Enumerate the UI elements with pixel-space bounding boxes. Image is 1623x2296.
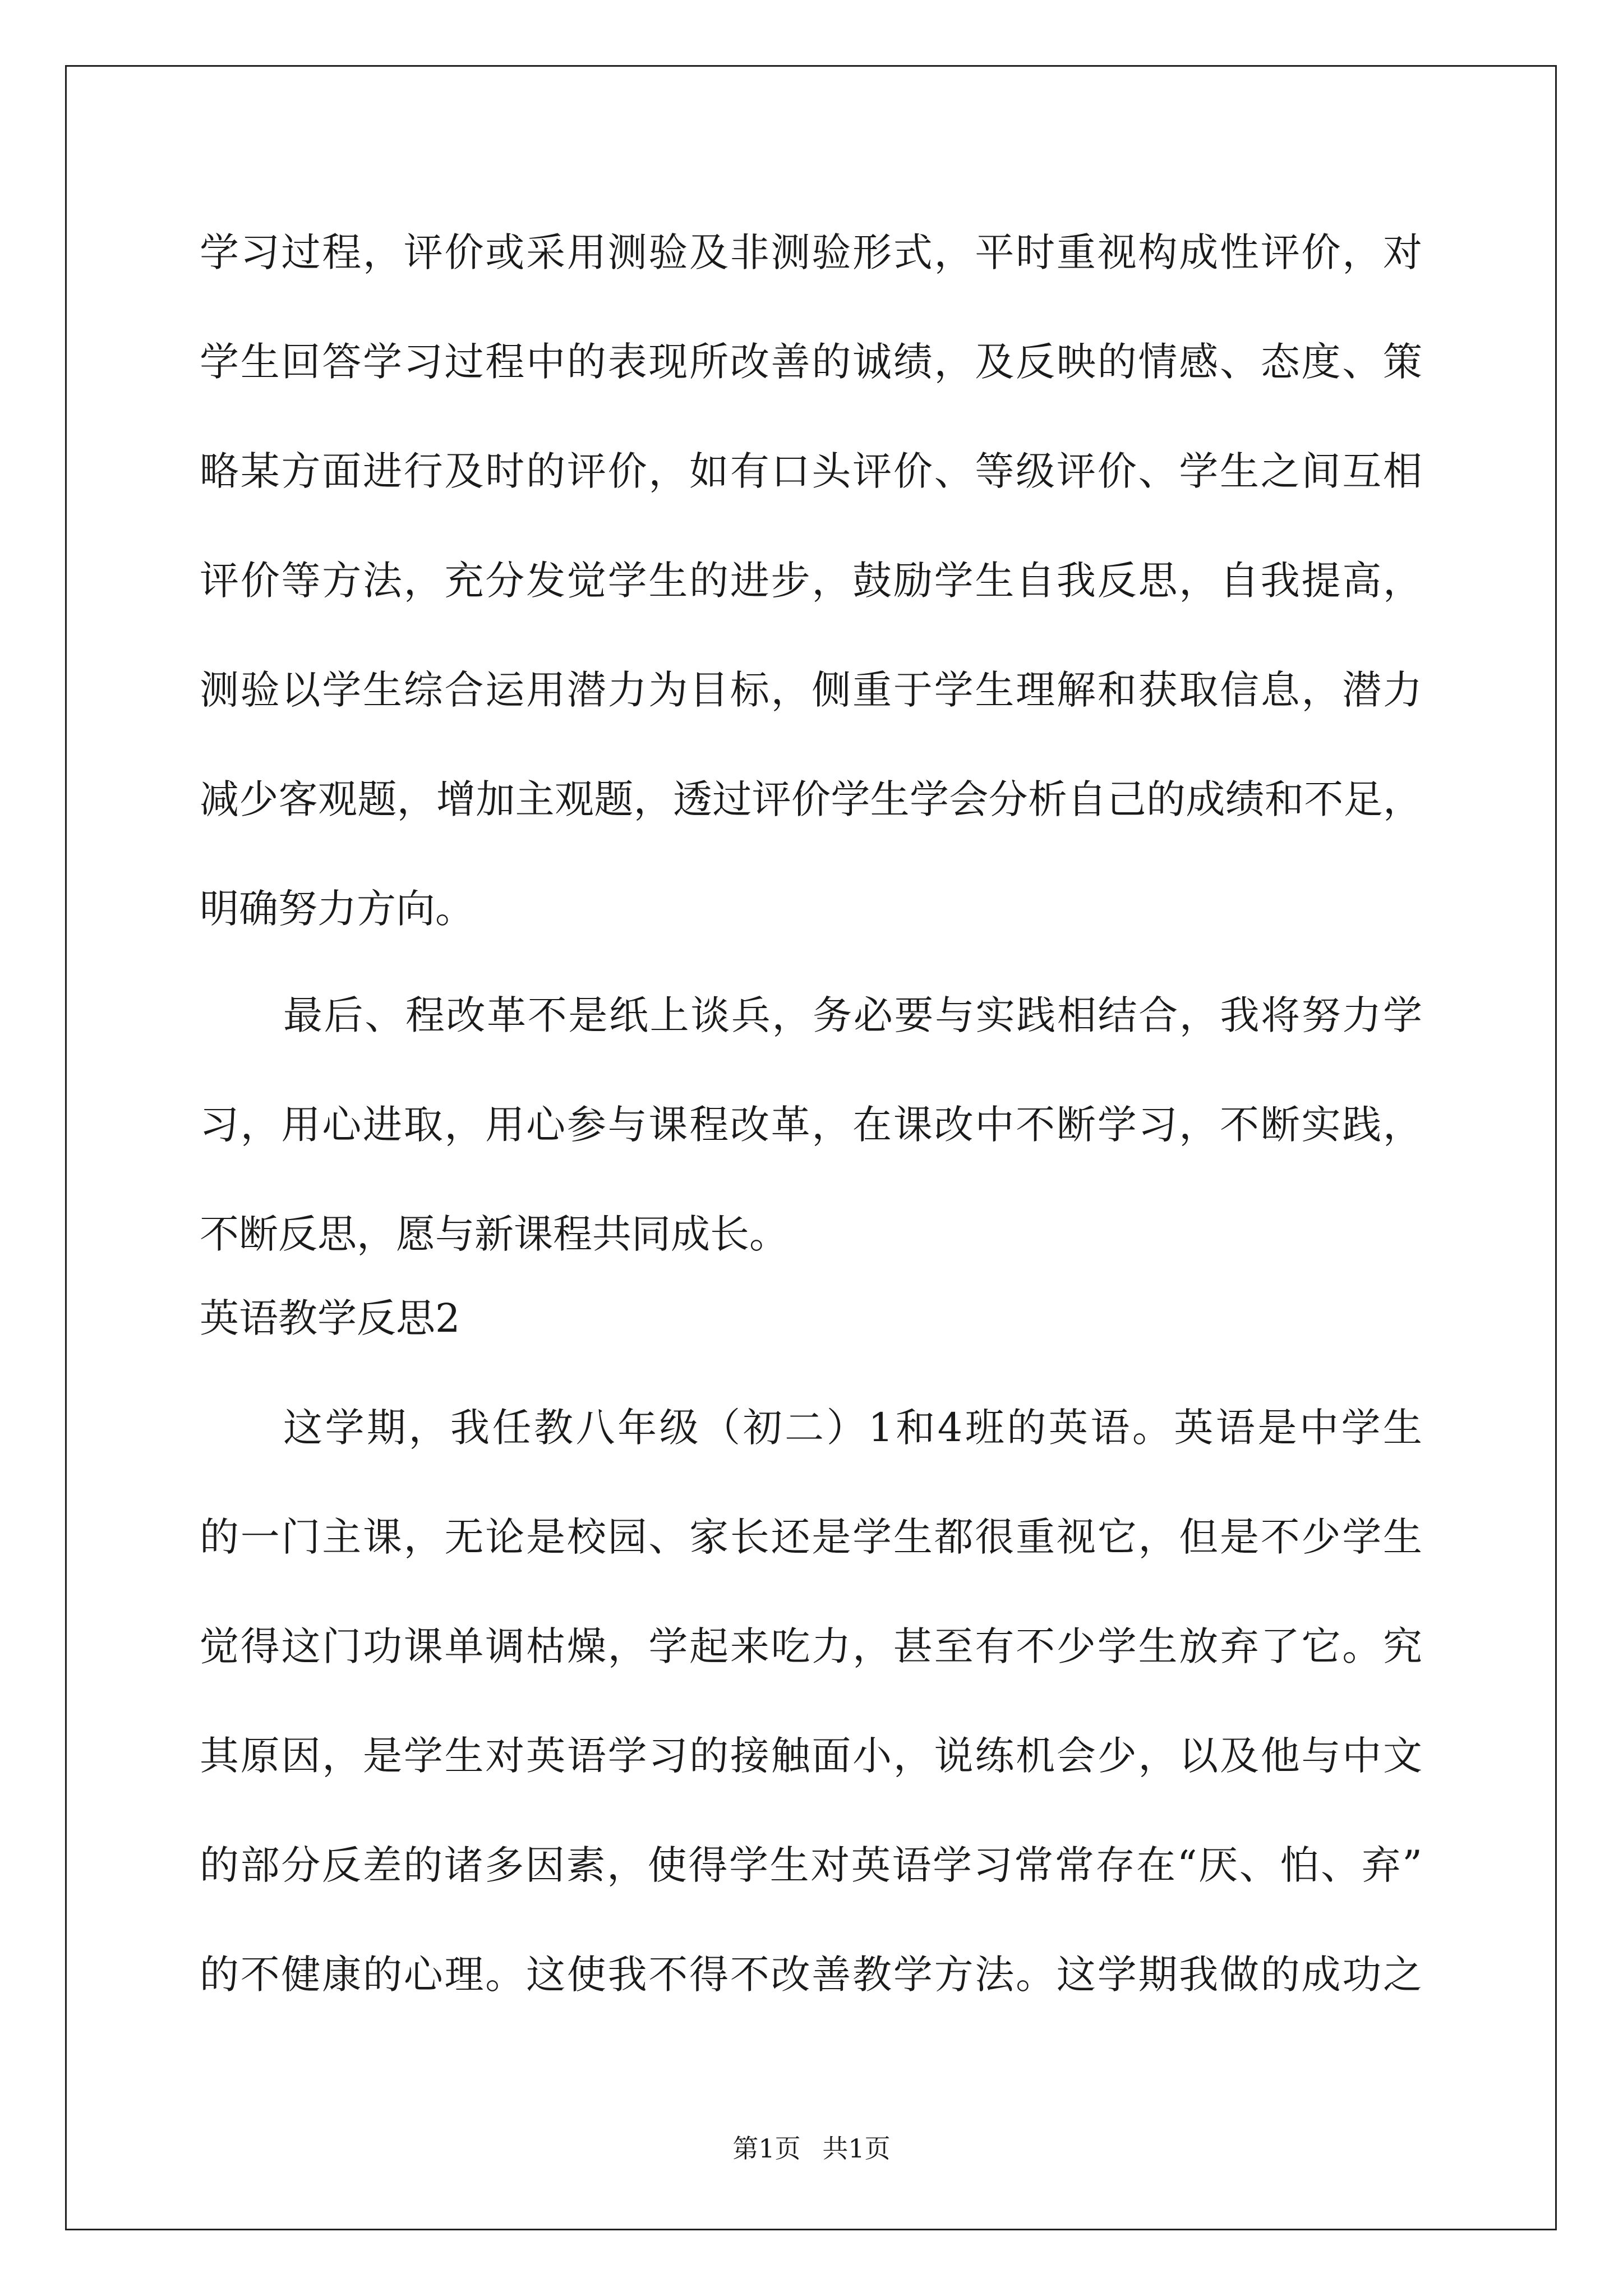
section-heading: 英语教学反思2 xyxy=(200,1295,460,1341)
body-line: 略某方面进行及时的评价，如有口头评价、等级评价、学生之间互相 xyxy=(200,448,1422,494)
body-line: 的不健康的心理。这使我不得不改善教学方法。这学期我做的成功之 xyxy=(200,1952,1422,1998)
body-line: 测验以学生综合运用潜力为目标，侧重于学生理解和获取信息，潜力 xyxy=(200,667,1422,713)
body-line: 减少客观题，增加主观题，透过评价学生学会分析自己的成绩和不足， xyxy=(200,776,1422,822)
body-line: 明确努力方向。 xyxy=(200,886,474,932)
body-line: 评价等方法，充分发觉学生的进步，鼓励学生自我反思，自我提高， xyxy=(200,558,1422,604)
body-line: 不断反思，愿与新课程共同成长。 xyxy=(200,1211,789,1257)
body-line: 的一门主课，无论是校园、家长还是学生都很重视它，但是不少学生 xyxy=(200,1514,1422,1560)
body-line: 最后、程改革不是纸上谈兵，务必要与实践相结合，我将努力学 xyxy=(283,992,1422,1038)
body-line: 觉得这门功课单调枯燥，学起来吃力，甚至有不少学生放弃了它。究 xyxy=(200,1623,1422,1669)
page-footer xyxy=(0,2132,1623,2165)
body-line: 其原因，是学生对英语学习的接触面小，说练机会少，以及他与中文 xyxy=(200,1733,1422,1779)
page-total: 共1页 xyxy=(822,2133,891,2164)
page-number: 第1页 xyxy=(732,2133,801,2164)
body-line: 学生回答学习过程中的表现所改善的诚绩，及反映的情感、态度、策 xyxy=(200,339,1422,385)
body-line: 习，用心进取，用心参与课程改革，在课改中不断学习，不断实践， xyxy=(200,1102,1422,1148)
body-line: 这学期，我任教八年级（初二）1和4班的英语。英语是中学生 xyxy=(283,1405,1422,1451)
body-line: 的部分反差的诸多因素，使得学生对英语学习常常存在“厌、怕、弃” xyxy=(200,1842,1422,1888)
body-line: 学习过程，评价或采用测验及非测验形式，平时重视构成性评价，对 xyxy=(200,229,1422,275)
